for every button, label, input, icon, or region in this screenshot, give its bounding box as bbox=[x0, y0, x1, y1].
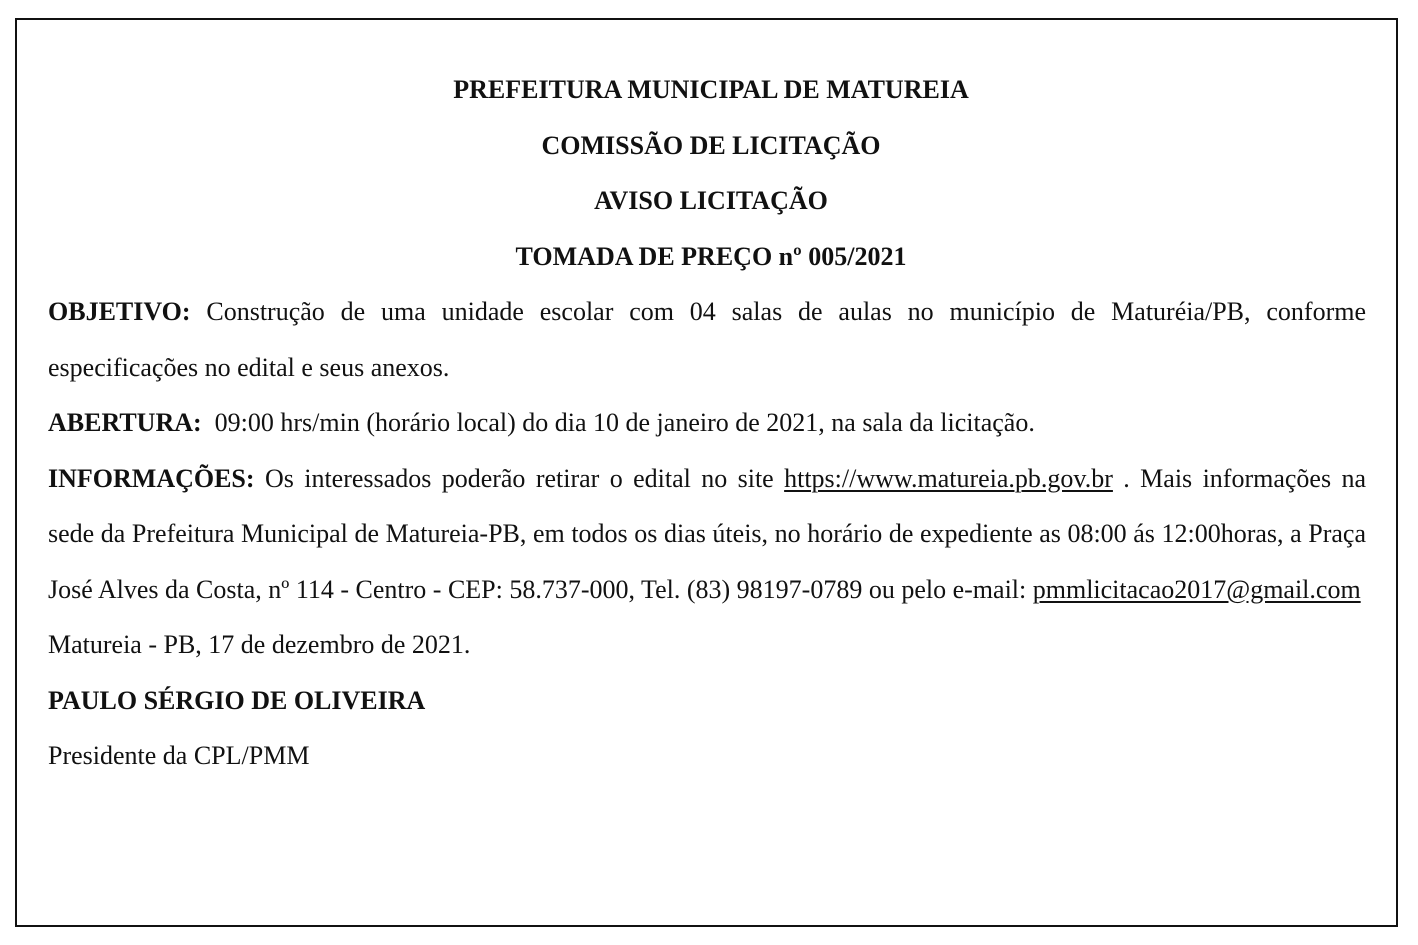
site-link[interactable]: https://www.matureia.pb.gov.br bbox=[784, 463, 1113, 493]
email-link[interactable]: pmmlicitacao2017@gmail.com bbox=[1032, 574, 1361, 604]
informacoes-text-details: . Mais informações na sede da Prefeitura Municipal de Matureia-PB, em todos os dias úteis, no horário de expediente as 08:00 ás 12:00horas, a Praça José Alves da Costa, nº 114 - Centro - CEP: 58.737-000, Tel. (83) 98197-0789 ou pelo e-mail: bbox=[48, 463, 1366, 604]
abertura-text: 09:00 hrs/min (horário local) do dia 10 de janeiro de 2021, na sala da licitação. bbox=[201, 408, 1035, 437]
informacoes-paragraph bbox=[48, 451, 1366, 618]
informacoes-text-intro: Os interessados poderão retirar o edital no site bbox=[254, 463, 785, 493]
objetivo-paragraph bbox=[48, 284, 1366, 395]
header-notice-type: AVISO LICITAÇÃO bbox=[594, 186, 828, 215]
header-municipality: PREFEITURA MUNICIPAL DE MATUREIA bbox=[453, 75, 969, 104]
signer-name: PAULO SÉRGIO DE OLIVEIRA bbox=[48, 685, 426, 715]
place-date: Matureia - PB, 17 de dezembro de 2021. bbox=[48, 630, 471, 659]
header-commission: COMISSÃO DE LICITAÇÃO bbox=[541, 130, 881, 160]
informacoes-label: INFORMAÇÕES: bbox=[48, 463, 255, 493]
objetivo-label: OBJETIVO: bbox=[48, 297, 191, 326]
abertura-label: ABERTURA: bbox=[48, 408, 202, 437]
abertura-paragraph bbox=[48, 395, 1366, 451]
signer-role: Presidente da CPL/PMM bbox=[48, 741, 310, 770]
notice-content bbox=[48, 62, 1366, 784]
header-process-number: TOMADA DE PREÇO nº 005/2021 bbox=[515, 241, 907, 271]
objetivo-text: Construção de uma unidade escolar com 04 salas de aulas no município de Maturéia/PB, conforme especificações no edital e seus anexos. bbox=[48, 297, 1366, 382]
